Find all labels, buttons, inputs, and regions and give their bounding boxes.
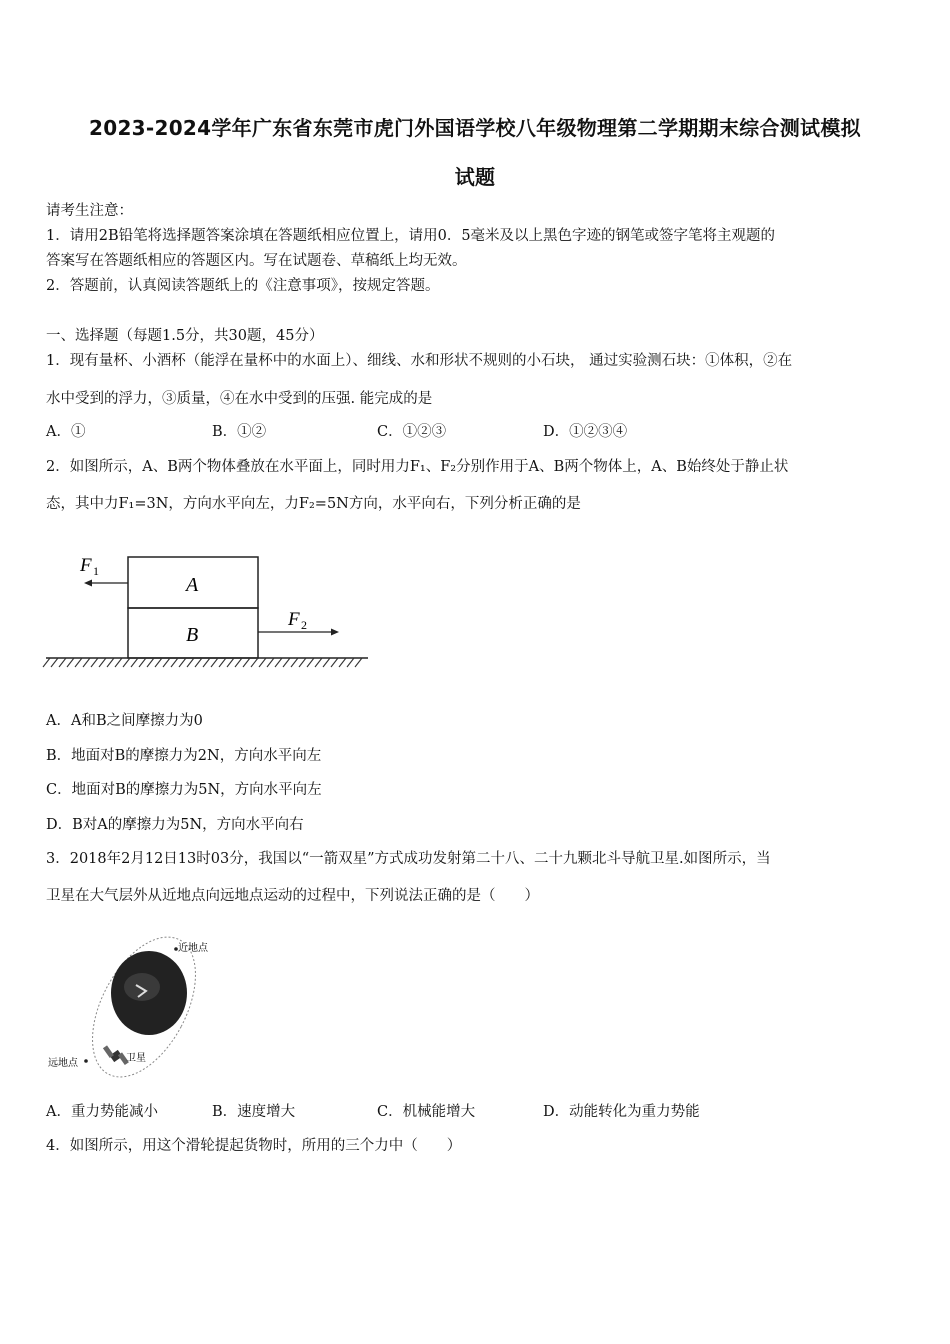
hatch-mark <box>59 658 66 667</box>
q2-option-d: D．B对A的摩擦力为5N，方向水平向右 <box>46 817 304 833</box>
hatch-mark <box>219 658 226 667</box>
q3-text-line2: 卫星在大气层外从近地点向远地点运动的过程中，下列说法正确的是（ ） <box>46 888 539 904</box>
f2-arrow-head <box>331 629 339 636</box>
hatch-mark <box>115 658 122 667</box>
f2-label: F <box>288 609 300 630</box>
q2-option-a: A．A和B之间摩擦力为0 <box>46 713 203 729</box>
q3-option-c: C．机械能增大 <box>377 1104 476 1120</box>
q4-text-line1: 4．如图所示，用这个滑轮提起货物时，所用的三个力中（ ） <box>46 1138 462 1154</box>
q3-text-line1: 3．2018年2月12日13时03分，我国以“一箭双星”方式成功发射第二十八、二十九颗北斗导航卫星.如图所示，当 <box>46 851 771 867</box>
f2-subscript: 2 <box>301 618 307 632</box>
hatch-mark <box>123 658 130 667</box>
hatch-mark <box>299 658 306 667</box>
doc-title-line2: 试题 <box>454 165 496 189</box>
hatch-mark <box>291 658 298 667</box>
hatch-mark <box>195 658 202 667</box>
hatch-mark <box>131 658 138 667</box>
q2-option-b: B．地面对B的摩擦力为2N，方向水平向左 <box>46 748 322 764</box>
notice-item2: 2．答题前，认真阅读答题纸上的《注意事项》，按规定答题。 <box>46 278 440 294</box>
q1-text-line2: 水中受到的浮力，③质量，④在水中受到的压强. 能完成的是 <box>46 391 433 407</box>
hatch-mark <box>235 658 242 667</box>
hatch-mark <box>323 658 330 667</box>
block-b-label: B <box>186 624 199 646</box>
doc-title-line1: 2023-2024学年广东省东莞市虎门外国语学校八年级物理第二学期期末综合测试模拟 <box>89 116 861 140</box>
q1-option-d: D．①②③④ <box>543 424 628 440</box>
hatch-mark <box>139 658 146 667</box>
label-satellite: 卫星 <box>126 1053 146 1064</box>
hatch-mark <box>83 658 90 667</box>
hatch-mark <box>163 658 170 667</box>
earth-highlight <box>124 973 160 1001</box>
q2-option-c: C．地面对B的摩擦力为5N，方向水平向左 <box>46 782 322 798</box>
satellite-icon <box>103 1045 129 1065</box>
q3-option-a: A．重力势能减小 <box>46 1104 158 1120</box>
hatch-mark <box>187 658 194 667</box>
apogee-dot <box>84 1059 88 1063</box>
q1-option-a: A．① <box>46 424 86 440</box>
ground-hatch <box>43 658 362 667</box>
hatch-mark <box>307 658 314 667</box>
hatch-mark <box>179 658 186 667</box>
hatch-mark <box>283 658 290 667</box>
hatch-mark <box>91 658 98 667</box>
hatch-mark <box>155 658 162 667</box>
hatch-mark <box>243 658 250 667</box>
hatch-mark <box>251 658 258 667</box>
hatch-mark <box>43 658 50 667</box>
hatch-mark <box>171 658 178 667</box>
label-apogee: 远地点 <box>48 1058 78 1069</box>
notice-heading: 请考生注意： <box>46 203 133 219</box>
hatch-mark <box>51 658 58 667</box>
q3-option-b: B．速度增大 <box>212 1104 296 1120</box>
hatch-mark <box>355 658 362 667</box>
q3-option-d: D．动能转化为重力势能 <box>543 1104 700 1120</box>
label-perigee: 近地点 <box>178 943 208 954</box>
q1-option-c: C．①②③ <box>377 424 447 440</box>
f1-arrow-head <box>84 580 92 587</box>
hatch-mark <box>259 658 266 667</box>
hatch-mark <box>275 658 282 667</box>
hatch-mark <box>227 658 234 667</box>
section-heading: 一、选择题（每题1.5分，共30题，45分） <box>46 328 324 344</box>
hatch-mark <box>315 658 322 667</box>
hatch-mark <box>107 658 114 667</box>
hatch-mark <box>331 658 338 667</box>
hatch-mark <box>339 658 346 667</box>
q1-option-b: B．①② <box>212 424 267 440</box>
hatch-mark <box>99 658 106 667</box>
f1-subscript: 1 <box>93 564 99 578</box>
notice-item1-line1: 1．请用2B铅笔将选择题答案涂填在答题纸相应位置上，请用0．5毫米及以上黑色字迹的钢笔或签字笔将主观题的 <box>46 228 776 244</box>
q2-text-line1: 2．如图所示，A、B两个物体叠放在水平面上，同时用力F₁、F₂分别作用于A、B两个物体上，A、B始终处于静止状 <box>46 459 789 475</box>
q3-figure-orbit <box>44 935 224 1080</box>
hatch-mark <box>75 658 82 667</box>
f1-label: F <box>80 555 92 576</box>
q2-text-line2: 态，其中力F₁=3N，方向水平向左，力F₂=5N方向，水平向右，下列分析正确的是 <box>46 496 581 512</box>
block-a-label: A <box>186 574 199 596</box>
q2-figure-blocks <box>40 545 380 675</box>
hatch-mark <box>267 658 274 667</box>
hatch-mark <box>347 658 354 667</box>
hatch-mark <box>67 658 74 667</box>
hatch-mark <box>203 658 210 667</box>
hatch-mark <box>147 658 154 667</box>
q1-text-line1: 1．现有量杯、小酒杯（能浮在量杯中的水面上）、细线、水和形状不规则的小石块， 通过实验测石块：①体积，②在 <box>46 353 793 369</box>
hatch-mark <box>211 658 218 667</box>
notice-item1-line2: 答案写在答题纸相应的答题区内。写在试题卷、草稿纸上均无效。 <box>46 253 467 269</box>
